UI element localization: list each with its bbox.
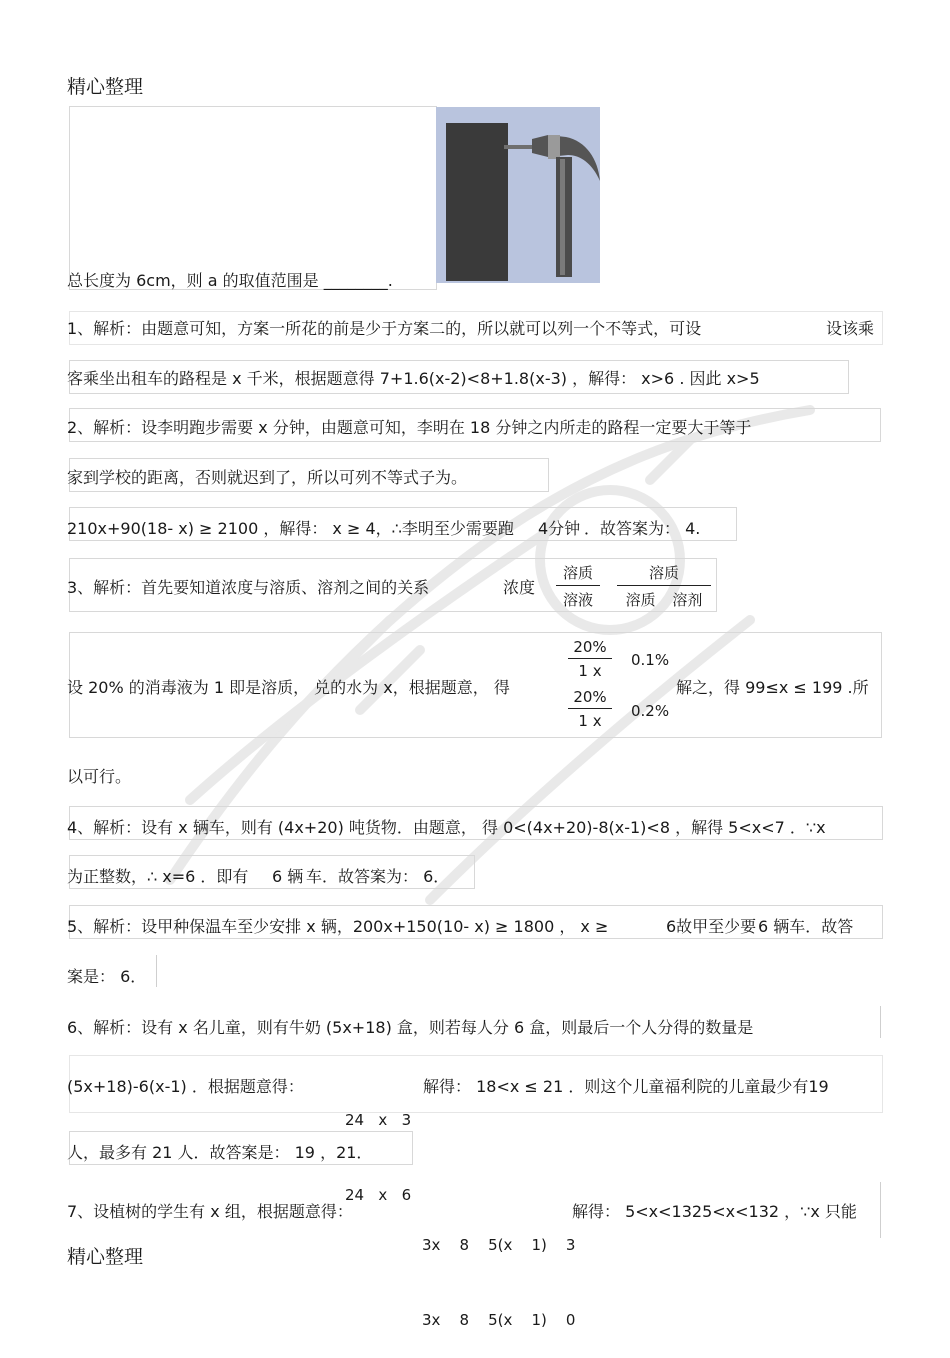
q2-line3-tail: ．故答案为： 4. [584,519,701,538]
q2-line1: 2、解析：设李明跑步需要 x 分钟，由题意可知，李明在 18 分钟之内所走的路程一定要大于等于 [67,418,752,437]
q6-line2-left: (5x+18)-6(x-1) ．根据题意得： [67,1077,304,1096]
page-footer: 精心整理 [67,1246,144,1268]
q3-line3: 以可行。 [67,767,132,786]
q3-fraction-2 [617,562,711,610]
q3-sys-b-den: 1 x [578,712,602,730]
q3-sys-a-den: 1 x [578,662,602,680]
q7-line1-right: 解得： 5<x<1325<x<132 ，∵x 只能 [572,1202,857,1221]
q7-row-divider [880,1182,881,1238]
page-header: 精心整理 [67,76,144,98]
q1-line2: 客乘坐出租车的路程是 x 千米，根据题意得 7+1.6(x-2)<8+1.8(x-3) ，解得： x>6 . 因此 x>5 [67,369,760,388]
q6-row1-divider [880,1006,881,1038]
q4-line1: 4、解析：设有 x 辆车，则有 (4x+20) 吨货物．由题意， 得 0<(4x+20)-8(x-1)<8 ，解得 5<x<7 ．∵x [67,818,826,837]
q3-sys-a-num: 20% [568,638,612,659]
figure-frame [69,106,437,290]
q6-system-row1: 24 x 3 [345,1111,412,1129]
q1-line1: 1、解析：由题意可知，方案一所花的前是少于方案二的，所以就可以列一个不等式，可设 [67,319,702,338]
q4-line2-tail: 车．故答案为： 6． [306,867,450,886]
q3-fraction-1 [556,562,600,610]
q7-system [422,1183,575,1358]
q3-line2-right: 解之，得 99≤x ≤ 199 .所 [676,678,869,697]
q4-line2: 为正整数，∴ x=6 ．即有 [67,867,249,886]
intro-line: 总长度为 6cm，则 a 的取值范围是 ________. [67,271,393,290]
q7-system-row2: 3x 8 5(x 1) 0 [422,1311,576,1329]
q3-sys-a-rhs: 0.1% [631,651,670,669]
hammer-icon [436,107,600,283]
q6-system-row2: 24 x 6 [345,1186,412,1204]
q7-line1-left: 7、设植树的学生有 x 组，根据题意得： [67,1202,353,1221]
q5-line2: 案是： 6． [67,967,147,986]
q3-frac1-den: 溶液 [562,591,593,609]
q3-system-frac-b [568,688,612,730]
q2-line2: 家到学校的距离，否则就迟到了，所以可列不等式子为。 [67,468,468,487]
q5-line1-tail: 6 辆车．故答 [758,917,854,936]
q1-line1-tail: 设该乘 [826,319,875,338]
q7-system-row1: 3x 8 5(x 1) 3 [422,1236,576,1254]
q3-sys-b-num: 20% [568,688,612,709]
q2-line3: 210x+90(18- x) ≥ 2100 ，解得： x ≥ 4，∴李明至少需要跑 [67,519,514,538]
q5-line1: 5、解析：设甲种保温车至少安排 x 辆，200x+150(10- x) ≥ 1800 ， x ≥ [67,917,609,936]
q3-line2-left: 设 20% 的消毒液为 1 即是溶质， 兑的水为 x，根据题意， 得 [67,678,510,697]
q4-line2-overlap: 6 辆 [272,867,304,886]
q6-line2-right: 解得： 18<x ≤ 21 ．则这个儿童福利院的儿童最少有19 [423,1077,829,1096]
q3-frac2-num: 溶质 [617,562,711,586]
q3-frac2-den [617,586,711,610]
q6-line1: 6、解析：设有 x 名儿童，则有牛奶 (5x+18) 盒，则若每人分 6 盒，则最后一个人分得的数量是 [67,1018,754,1037]
hammer-nail-image [436,107,600,283]
q6-line3: 人，最多有 21 人．故答案是： 19 ，21． [67,1143,373,1162]
q3-concentration-label: 浓度 [503,578,536,597]
q2-line3-overlap: 4分钟 [538,519,581,538]
q3-frac2-den-a: 溶质 [625,591,656,609]
q3-frac1-num: 溶质 [556,562,600,586]
q3-line1: 3、解析：首先要知道浓度与溶质、溶剂之间的关系 [67,578,430,597]
q5-row2-divider [156,955,157,987]
q3-sys-b-rhs: 0.2% [631,702,670,720]
q3-frac2-den-b: 溶剂 [672,591,703,609]
q3-system-frac-a [568,638,612,680]
q5-line1-overlap: 6故甲至少要 [666,917,757,936]
